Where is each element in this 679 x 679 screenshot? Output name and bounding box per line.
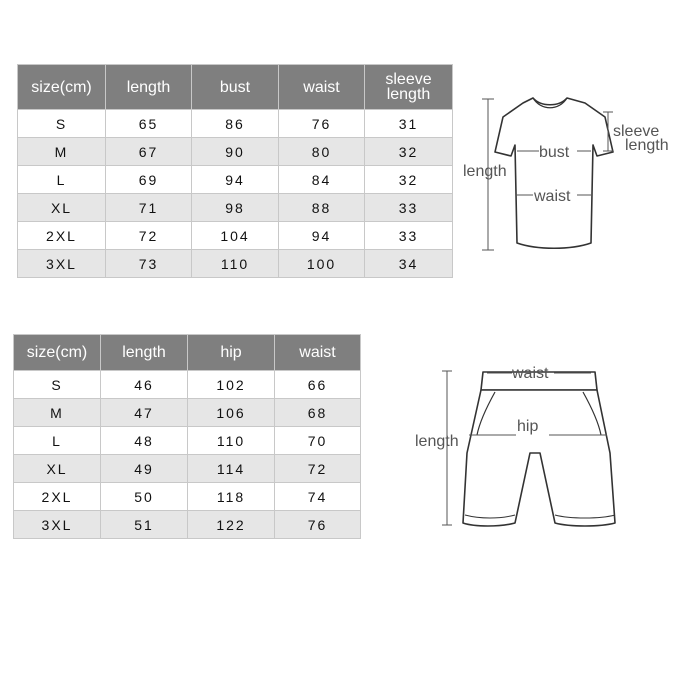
length-cell: 47: [101, 399, 188, 427]
size-cell: 2XL: [18, 222, 106, 250]
bust-cell: 86: [192, 110, 279, 138]
table-header-row: [18, 65, 453, 110]
shorts-measurement-diagram: [405, 355, 625, 535]
sleeve-length-cell: 34: [365, 250, 453, 278]
table-row: [14, 371, 361, 399]
bust-cell: 94: [192, 166, 279, 194]
tshirt-measurement-diagram: [455, 85, 679, 260]
sleeve-length-cell: 31: [365, 110, 453, 138]
label-waist: waist: [534, 188, 571, 205]
label-waist: waist: [512, 365, 549, 382]
table-row: [18, 138, 453, 166]
size-cell: M: [14, 399, 101, 427]
header-hip: hip: [188, 335, 275, 371]
waist-cell: 84: [279, 166, 365, 194]
hip-cell: 122: [188, 511, 275, 539]
waist-cell: 66: [275, 371, 361, 399]
table-header-row: [14, 335, 361, 371]
table-row: [14, 511, 361, 539]
waist-cell: 72: [275, 455, 361, 483]
length-cell: 69: [106, 166, 192, 194]
header-length: length: [101, 335, 188, 371]
waist-cell: 68: [275, 399, 361, 427]
length-cell: 65: [106, 110, 192, 138]
table-row: [18, 166, 453, 194]
waist-cell: 74: [275, 483, 361, 511]
header-waist: waist: [275, 335, 361, 371]
waist-cell: 94: [279, 222, 365, 250]
bust-cell: 90: [192, 138, 279, 166]
table-row: [14, 455, 361, 483]
size-cell: 2XL: [14, 483, 101, 511]
bottoms-size-table: [13, 334, 361, 539]
label-length: length: [415, 433, 459, 450]
size-cell: XL: [14, 455, 101, 483]
table-row: [18, 194, 453, 222]
bust-cell: 110: [192, 250, 279, 278]
hip-cell: 110: [188, 427, 275, 455]
hip-cell: 102: [188, 371, 275, 399]
header-size: size(cm): [14, 335, 101, 371]
length-cell: 73: [106, 250, 192, 278]
header-sleeve-length: sleeve length: [365, 65, 453, 110]
label-sleeve: sleeve: [613, 123, 660, 140]
size-cell: S: [18, 110, 106, 138]
length-cell: 46: [101, 371, 188, 399]
header-waist: waist: [279, 65, 365, 110]
label-length: length: [463, 163, 507, 180]
tshirt-outline: [495, 98, 613, 248]
size-cell: M: [18, 138, 106, 166]
size-cell: S: [14, 371, 101, 399]
table-row: [18, 222, 453, 250]
waist-cell: 80: [279, 138, 365, 166]
hip-cell: 114: [188, 455, 275, 483]
size-cell: XL: [18, 194, 106, 222]
header-length: length: [106, 65, 192, 110]
size-cell: 3XL: [18, 250, 106, 278]
waist-cell: 70: [275, 427, 361, 455]
size-cell: L: [18, 166, 106, 194]
header-bust: bust: [192, 65, 279, 110]
sleeve-length-cell: 33: [365, 194, 453, 222]
label-sleeve-length: length: [625, 137, 669, 154]
hip-cell: 106: [188, 399, 275, 427]
bust-cell: 104: [192, 222, 279, 250]
sleeve-length-cell: 33: [365, 222, 453, 250]
size-cell: L: [14, 427, 101, 455]
waist-cell: 76: [279, 110, 365, 138]
sleeve-length-cell: 32: [365, 138, 453, 166]
label-hip: hip: [517, 418, 539, 435]
shorts-outline: [463, 372, 615, 526]
hip-cell: 118: [188, 483, 275, 511]
waist-cell: 76: [275, 511, 361, 539]
waist-cell: 88: [279, 194, 365, 222]
length-cell: 67: [106, 138, 192, 166]
size-cell: 3XL: [14, 511, 101, 539]
bust-cell: 98: [192, 194, 279, 222]
length-cell: 72: [106, 222, 192, 250]
length-cell: 71: [106, 194, 192, 222]
header-size: size(cm): [18, 65, 106, 110]
label-bust: bust: [539, 144, 570, 161]
sleeve-length-cell: 32: [365, 166, 453, 194]
table-row: [14, 483, 361, 511]
table-row: [18, 250, 453, 278]
table-row: [14, 399, 361, 427]
length-cell: 48: [101, 427, 188, 455]
length-cell: 51: [101, 511, 188, 539]
length-cell: 49: [101, 455, 188, 483]
tops-size-table: [17, 64, 453, 278]
table-row: [18, 110, 453, 138]
waist-cell: 100: [279, 250, 365, 278]
length-cell: 50: [101, 483, 188, 511]
table-row: [14, 427, 361, 455]
